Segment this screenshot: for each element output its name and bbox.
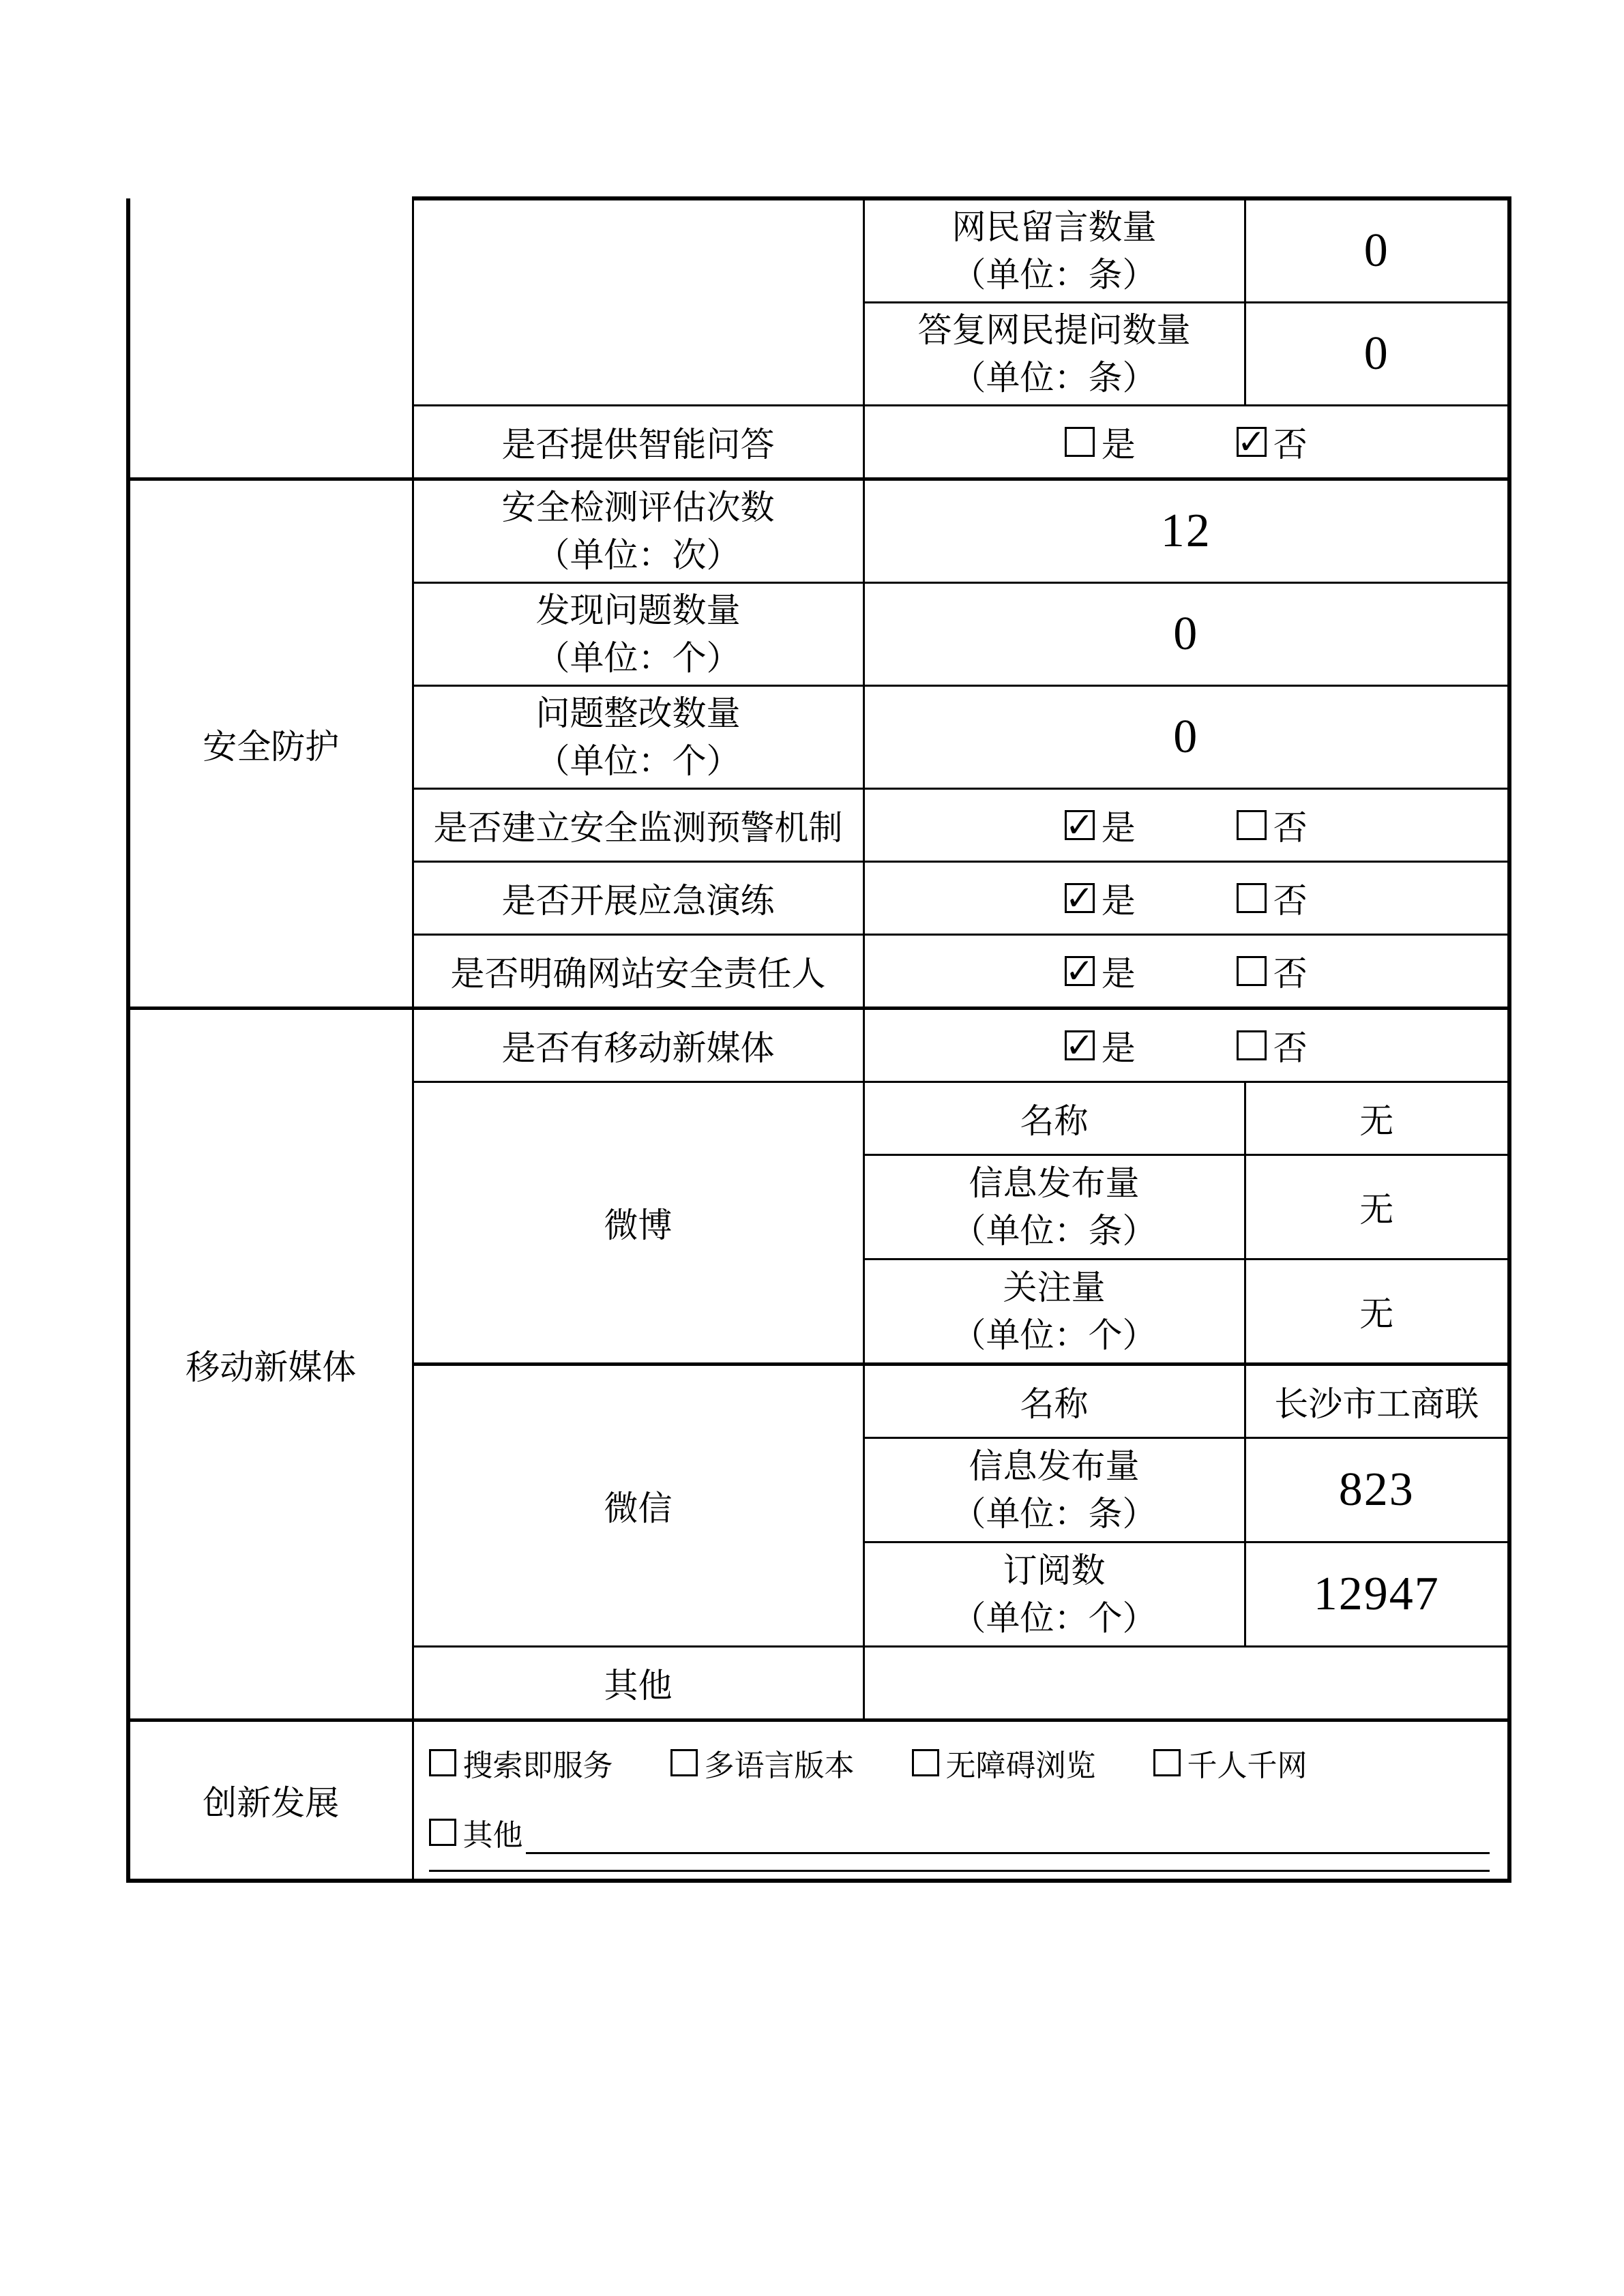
innovation-other-row (429, 1810, 1490, 1854)
label-cell-empty (413, 198, 863, 406)
field-label-text: 信息发布量 (969, 1447, 1140, 1485)
answer-security-officer (863, 935, 1509, 1009)
option-no (1237, 946, 1308, 996)
option-yes (1065, 874, 1136, 923)
option-label: 搜索即服务 (462, 1749, 613, 1783)
field-label-text: 订阅数 (1003, 1551, 1106, 1590)
option-multilingual (670, 1741, 855, 1785)
checkbox-personalized-web[interactable] (1153, 1749, 1181, 1776)
value-wechat-subscribers: 12947 (1245, 1542, 1509, 1647)
checkbox-accessibility[interactable] (912, 1749, 939, 1776)
field-label-security-checks (413, 479, 863, 583)
question-label-smart-qa: 是否提供智能问答 (413, 406, 863, 479)
field-label-other-media: 其他 (413, 1647, 863, 1720)
section-label-innovation: 创新发展 (128, 1720, 413, 1881)
field-unit-text: （单位：条） (951, 359, 1157, 397)
option-yes-label: 是 (1101, 1029, 1136, 1067)
option-no (1237, 1021, 1308, 1070)
option-label: 千人千网 (1187, 1749, 1308, 1783)
option-yes-label: 是 (1101, 426, 1136, 464)
checkbox-drill-yes[interactable]: ✓ (1065, 878, 1094, 918)
option-no-label: 否 (1273, 809, 1308, 847)
value-weibo-posts: 无 (1245, 1155, 1509, 1259)
checkbox-search-as-service[interactable] (429, 1749, 456, 1776)
checkbox-other[interactable] (429, 1819, 456, 1846)
field-unit-text: （单位：个） (535, 742, 741, 780)
field-label-problems-fixed (413, 686, 863, 789)
annual-report-table (126, 196, 1511, 1883)
section-label-mobile-media: 移动新媒体 (128, 1009, 413, 1720)
option-no-label: 否 (1273, 426, 1308, 464)
field-label-problems-found (413, 583, 863, 686)
option-no (1237, 801, 1308, 850)
value-other-media (863, 1647, 1509, 1720)
field-unit-text: （单位：条） (951, 1495, 1157, 1533)
value-problems-found: 0 (863, 583, 1509, 686)
option-yes (1065, 801, 1136, 850)
field-label-replies (863, 303, 1245, 406)
field-label-text: 发现问题数量 (535, 591, 741, 629)
option-no-label: 否 (1273, 882, 1308, 920)
option-label: 多语言版本 (704, 1749, 855, 1783)
option-yes (1065, 946, 1136, 996)
field-unit-text: （单位：条） (951, 1212, 1157, 1250)
question-label-drill: 是否开展应急演练 (413, 862, 863, 935)
answer-smart-qa (863, 406, 1509, 479)
field-label-text: 信息发布量 (969, 1164, 1140, 1202)
field-unit-text: （单位：条） (951, 256, 1157, 294)
field-label-text: 安全检测评估次数 (501, 488, 775, 526)
option-no-label: 否 (1273, 1029, 1308, 1067)
checkbox-has-mobile-no[interactable] (1237, 1030, 1267, 1060)
checkbox-monitoring-yes[interactable]: ✓ (1065, 805, 1094, 845)
field-label-text: 关注量 (1003, 1268, 1106, 1307)
question-label-has-mobile: 是否有移动新媒体 (413, 1009, 863, 1082)
field-label-text: 答复网民提问数量 (917, 311, 1191, 349)
checkbox-officer-no[interactable] (1237, 956, 1267, 986)
field-unit-text: （单位：次） (535, 536, 741, 574)
field-label-wechat-name: 名称 (863, 1365, 1245, 1438)
other-blank-line-2[interactable] (429, 1870, 1490, 1872)
field-unit-text: （单位：个） (951, 1599, 1157, 1637)
checkbox-smart-qa-yes[interactable] (1065, 427, 1095, 457)
option-yes-label: 是 (1101, 809, 1136, 847)
field-label-text: 问题整改数量 (535, 694, 741, 732)
innovation-options-row (429, 1741, 1490, 1785)
field-unit-text: （单位：个） (535, 639, 741, 677)
option-accessibility (912, 1741, 1096, 1785)
option-personalized-web (1153, 1741, 1308, 1785)
checkbox-multilingual[interactable] (670, 1749, 698, 1776)
checkbox-smart-qa-no[interactable]: ✓ (1237, 422, 1266, 462)
checkbox-has-mobile-yes[interactable]: ✓ (1065, 1026, 1094, 1065)
option-yes-label: 是 (1101, 882, 1136, 920)
value-wechat-posts: 823 (1245, 1438, 1509, 1542)
answer-drill (863, 862, 1509, 935)
option-label: 其他 (462, 1819, 523, 1852)
value-problems-fixed: 0 (863, 686, 1509, 789)
value-security-checks: 12 (863, 479, 1509, 583)
other-blank-line-1[interactable] (526, 1825, 1490, 1854)
field-unit-text: （单位：个） (951, 1316, 1157, 1354)
field-label-weibo-posts (863, 1155, 1245, 1259)
category-cell-continued (128, 198, 413, 479)
innovation-cell (413, 1720, 1509, 1881)
value-netizen-messages: 0 (1245, 198, 1509, 303)
option-yes-label: 是 (1101, 955, 1136, 993)
checkbox-officer-yes[interactable]: ✓ (1065, 951, 1094, 991)
option-no (1237, 417, 1308, 466)
group-label-weibo: 微博 (413, 1082, 863, 1365)
value-weibo-followers: 无 (1245, 1259, 1509, 1365)
question-label-monitoring: 是否建立安全监测预警机制 (413, 789, 863, 862)
question-label-security-officer: 是否明确网站安全责任人 (413, 935, 863, 1009)
option-yes (1065, 1021, 1136, 1070)
answer-monitoring (863, 789, 1509, 862)
group-label-wechat: 微信 (413, 1365, 863, 1647)
field-label-wechat-posts (863, 1438, 1245, 1542)
section-label-security: 安全防护 (128, 479, 413, 1009)
field-label-wechat-subscribers (863, 1542, 1245, 1647)
value-wechat-name: 长沙市工商联 (1245, 1365, 1509, 1438)
option-no-label: 否 (1273, 955, 1308, 993)
option-label: 无障碍浏览 (945, 1749, 1096, 1783)
field-label-weibo-name: 名称 (863, 1082, 1245, 1155)
value-weibo-name: 无 (1245, 1082, 1509, 1155)
option-no (1237, 874, 1308, 923)
option-yes (1065, 417, 1136, 466)
field-label-weibo-followers (863, 1259, 1245, 1365)
field-label-text: 网民留言数量 (951, 208, 1157, 246)
checkbox-drill-no[interactable] (1237, 883, 1267, 913)
answer-has-mobile (863, 1009, 1509, 1082)
option-search-as-service (429, 1741, 613, 1785)
option-other (429, 1810, 523, 1854)
value-replies: 0 (1245, 303, 1509, 406)
checkbox-monitoring-no[interactable] (1237, 810, 1267, 840)
field-label-netizen-messages (863, 198, 1245, 303)
